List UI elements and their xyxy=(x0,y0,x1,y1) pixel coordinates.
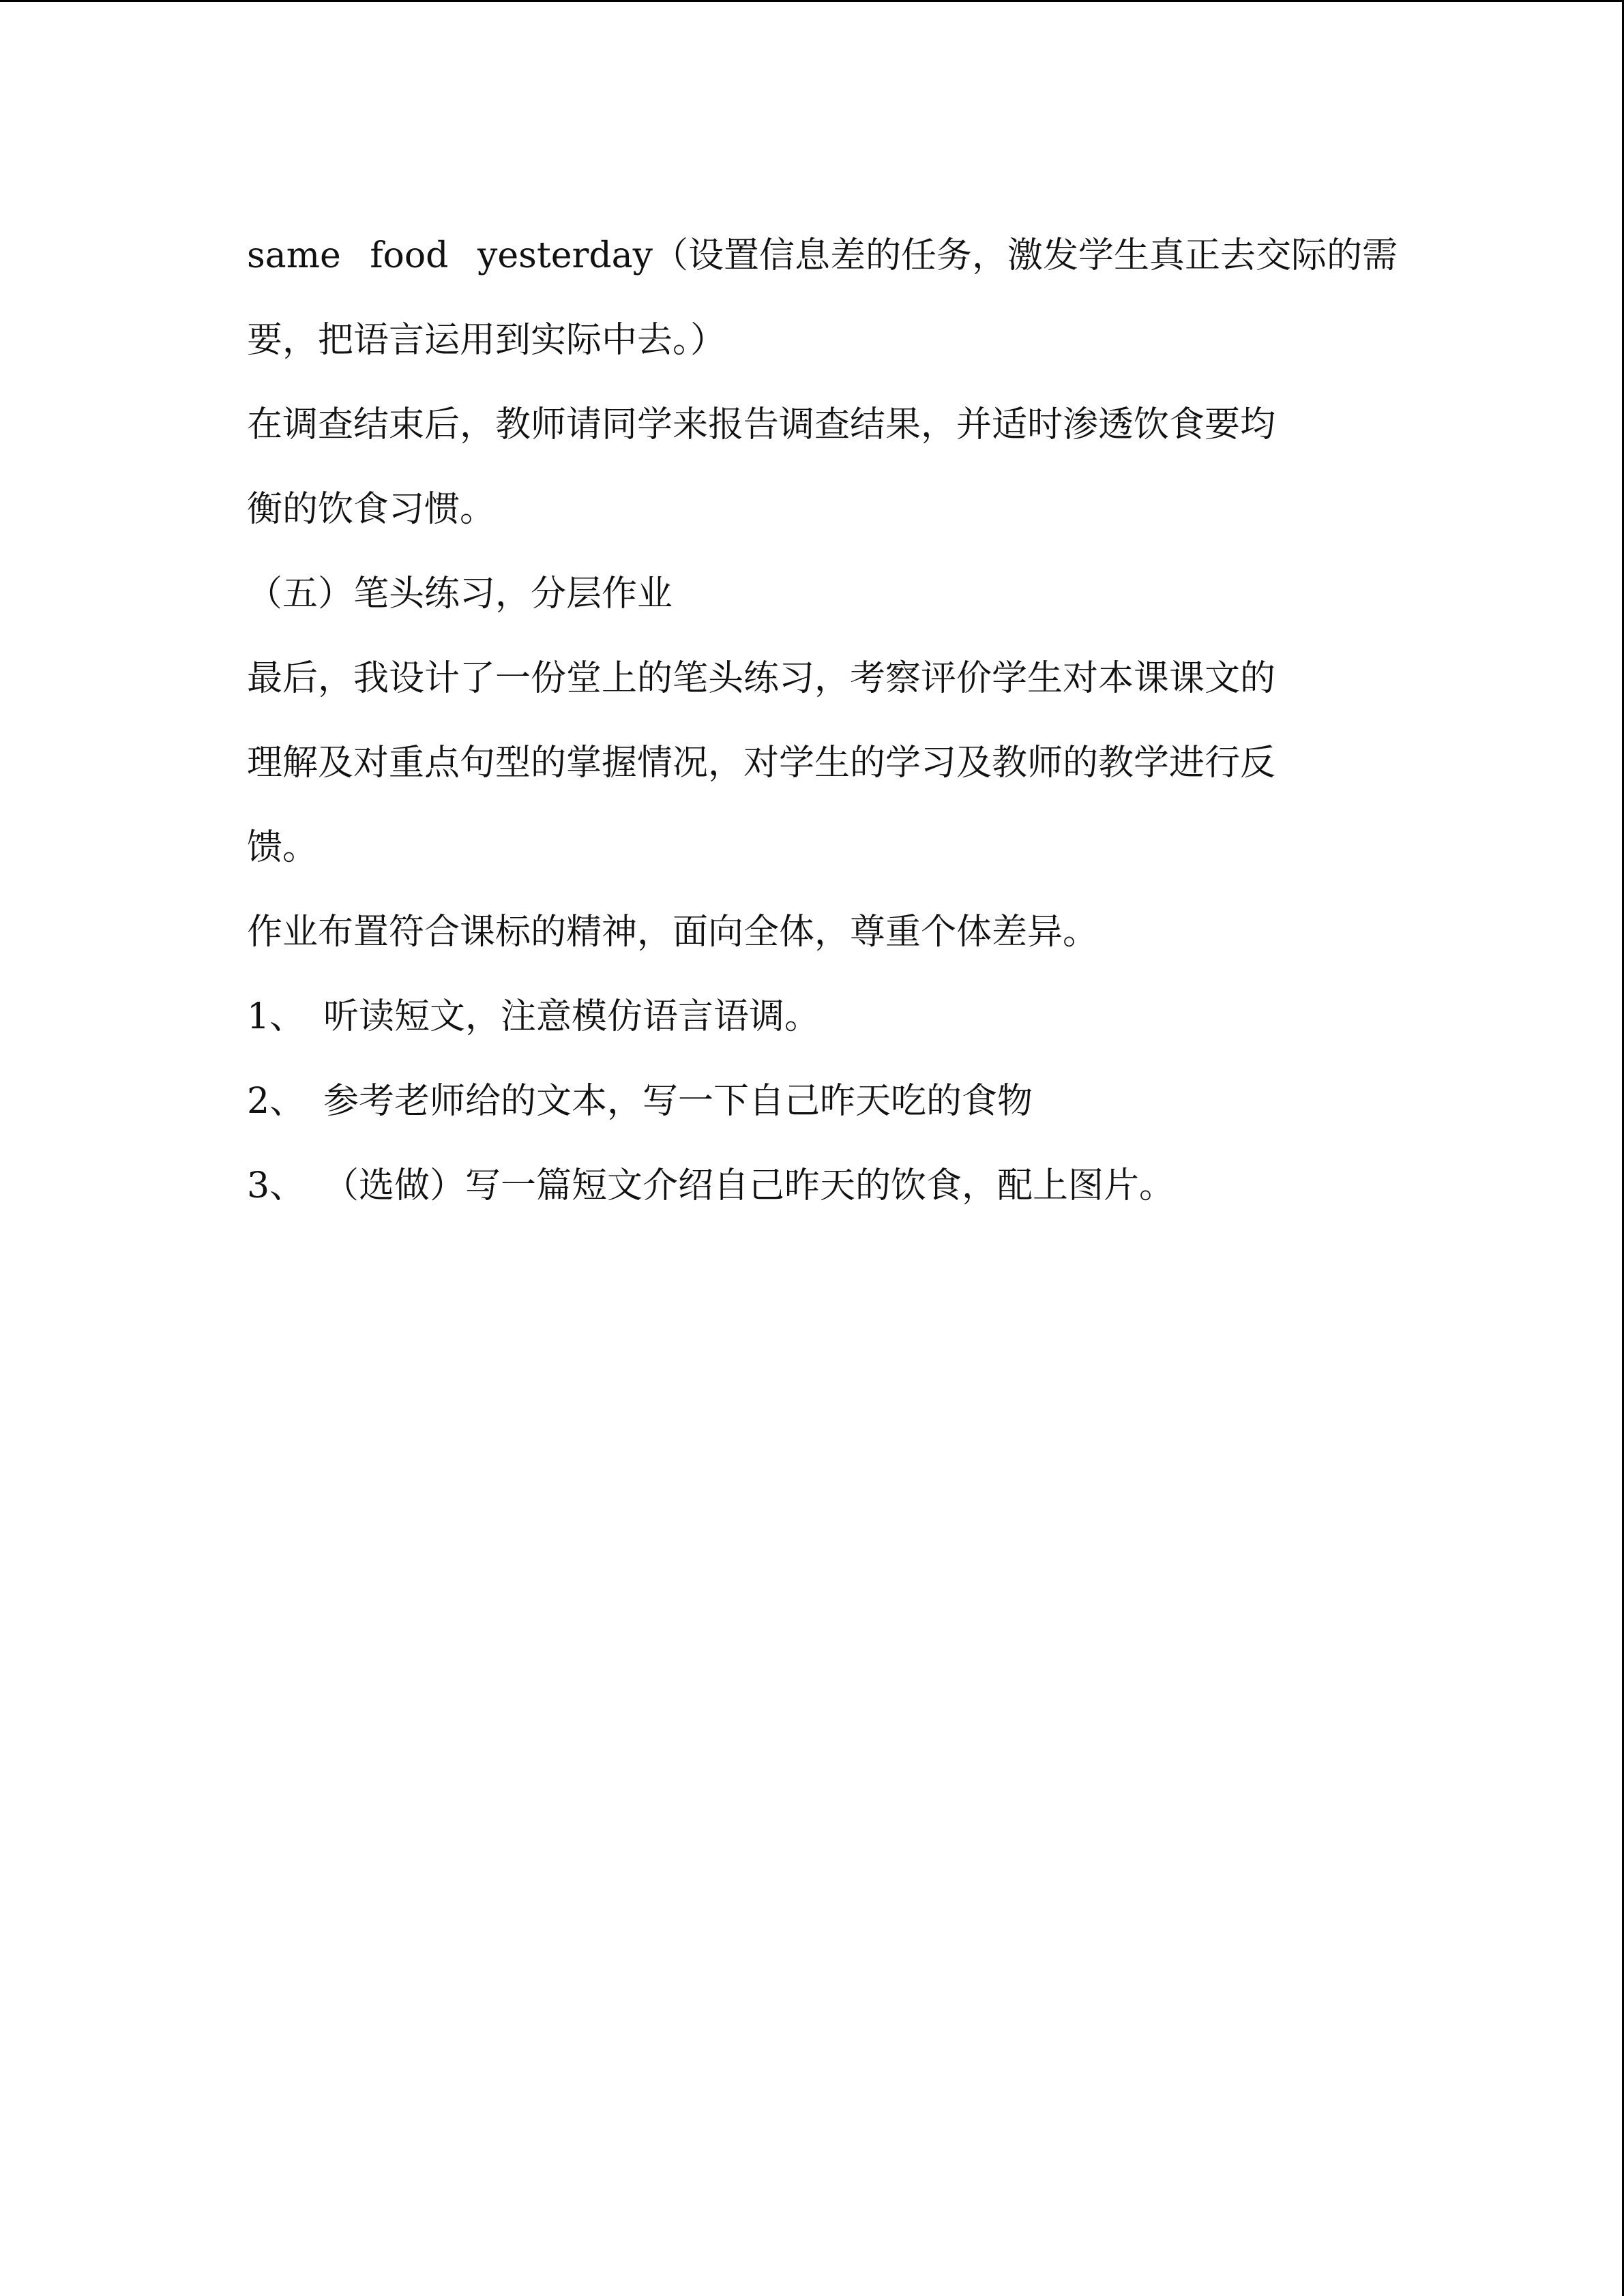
text-line xyxy=(247,383,1386,467)
text-segment: food xyxy=(370,235,449,276)
text-line xyxy=(247,890,1386,974)
text-segment: same xyxy=(247,235,341,276)
list-number: 1、 xyxy=(247,996,306,1037)
list-item xyxy=(247,1059,1386,1144)
text-line xyxy=(247,213,1398,298)
text-segment: 作业布置符合课标的精神，面向全体，尊重个体差异。 xyxy=(247,912,1099,953)
list-number: 3、 xyxy=(247,1165,306,1206)
document-body xyxy=(247,213,1398,1228)
text-line xyxy=(247,298,1386,383)
list-number: 2、 xyxy=(247,1081,306,1122)
text-line xyxy=(247,636,1386,721)
text-segment: 衡的饮食习惯。 xyxy=(247,489,496,530)
text-line xyxy=(247,467,1386,552)
text-segment: （五）笔头练习，分层作业 xyxy=(247,573,673,614)
text-segment: 最后，我设计了一份堂上的笔头练习，考察评价学生对本课课文的 xyxy=(247,658,1276,699)
text-segment: yesterday（设置信息差的任务，激发学生真正去交际的需 xyxy=(477,235,1398,276)
list-text: 听读短文，注意模仿语言语调。 xyxy=(323,996,821,1037)
text-segment: 理解及对重点句型的掌握情况，对学生的学习及教师的教学进行反 xyxy=(247,743,1276,784)
section-heading xyxy=(247,552,1386,636)
list-text: （选做）写一篇短文介绍自己昨天的饮食，配上图片。 xyxy=(323,1165,1175,1206)
list-text: 参考老师给的文本，写一下自己昨天吃的食物 xyxy=(323,1081,1033,1122)
list-item xyxy=(247,974,1386,1059)
text-segment: 馈。 xyxy=(247,827,319,868)
list-item xyxy=(247,1144,1386,1228)
text-segment: 在调查结束后，教师请同学来报告调查结果，并适时渗透饮食要均 xyxy=(247,404,1276,445)
text-line xyxy=(247,805,1386,890)
text-line xyxy=(247,721,1386,805)
text-segment: 要，把语言运用到实际中去。） xyxy=(247,320,726,361)
